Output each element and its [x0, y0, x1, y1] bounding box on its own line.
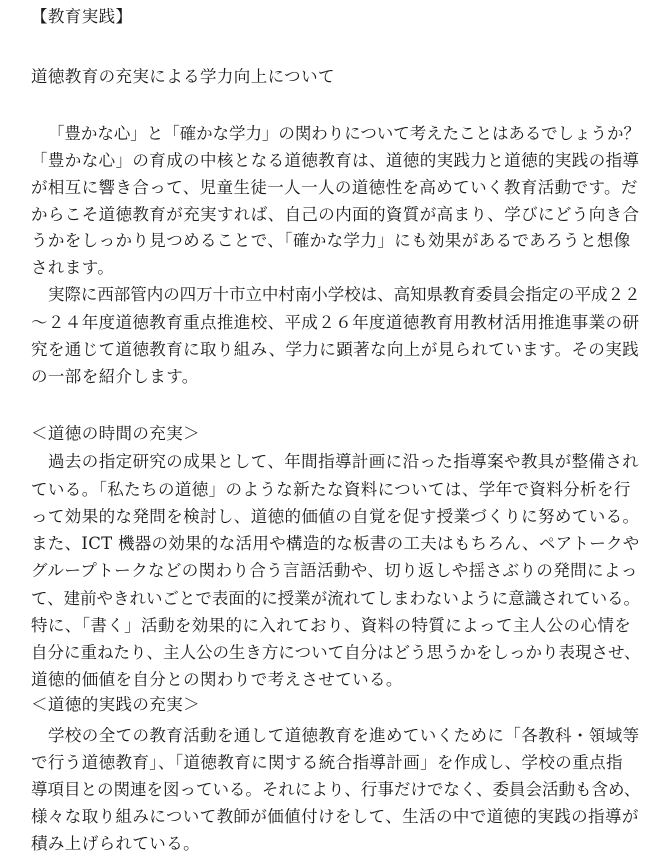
section-line: で行う道徳教育」、「道徳教育に関する統合指導計画」を作成し、学校の重点指 — [31, 753, 623, 772]
section-line: 導項目との関連を図っている。それにより、行事だけでなく、委員会活動も含め、 — [31, 780, 641, 799]
intro-line: が相互に響き合って、児童生徒一人一人の道徳性を高めていく教育活動です。だ — [31, 178, 638, 197]
section-line: 学校の全ての教育活動を通して道徳教育を進めていくために「各教科・領域等 — [48, 726, 640, 745]
section-heading: ＜道徳の時間の充実＞ — [31, 424, 200, 443]
section-line: て、建前やきれいごとで表面的に授業が流れてしまわないように意識されている。 — [31, 589, 640, 608]
article-title: 道徳教育の充実による学力向上について — [31, 67, 335, 86]
section-line: って効果的な発問を検討し、道徳的価値の自覚を促す授業づくりに努めている。 — [31, 507, 640, 526]
section-tag: 【教育実践】 — [31, 7, 133, 26]
section-line: ている。「私たちの道徳」のような新たな資料については、学年で資料分析を行 — [31, 480, 631, 499]
section-line: 特に、「書く」活動を効果的に入れており、資料の特質によって主人公の心情を — [31, 616, 632, 635]
section-line: グループトークなどの関わり合う言語活動や、切り返しや揺さぶりの発問によっ — [31, 561, 638, 580]
section-line: 積み上げられている。 — [31, 834, 200, 853]
intro-line: 「豊かな心」の育成の中核となる道徳教育は、道徳的実践力と道徳的実践の指導 — [31, 151, 640, 170]
section-line: また、ICT 機器の効果的な活用や構造的な板書の工夫はもちろん、ペアトークや — [31, 534, 640, 553]
section-line: 様々な取り組みについて教師が価値付けをして、生活の中で道徳的実践の指導が — [31, 807, 639, 826]
intro-line: からこそ道徳教育が充実すれば、自己の内面的資質が高まり、学びにどう向き合 — [31, 205, 640, 224]
intro-line: されます。 — [31, 258, 115, 277]
section-line: 道徳的価値を自分との関わりで考えさせている。 — [31, 670, 403, 689]
intro-line: 実際に西部管内の四万十市立中村南小学校は、高知県教育委員会指定の平成２２ — [48, 285, 641, 304]
section-line: 自分に重ねたり、主人公の生き方について自分はどう思うかをしっかり表現させ、 — [31, 643, 641, 662]
section-line: 過去の指定研究の成果として、年間指導計画に沿った指導案や教具が整備され — [48, 452, 640, 471]
intro-line: うかをしっかり見つめることで、「確かな学力」にも効果があるであろうと想像 — [31, 231, 631, 250]
intro-line: の一部を紹介します。 — [31, 367, 199, 386]
intro-line: 究を通じて道徳教育に取り組み、学力に顕著な向上が見られています。その実践 — [31, 340, 640, 359]
intro-line: 「豊かな心」と「確かな学力」の関わりについて考えたことはあるでしょうか？ — [48, 124, 640, 143]
intro-line: ～２４年度道徳教育重点推進校、平成２６年度道徳教育用教材活用推進事業の研 — [31, 313, 640, 332]
section-heading: ＜道徳的実践の充実＞ — [31, 695, 200, 714]
